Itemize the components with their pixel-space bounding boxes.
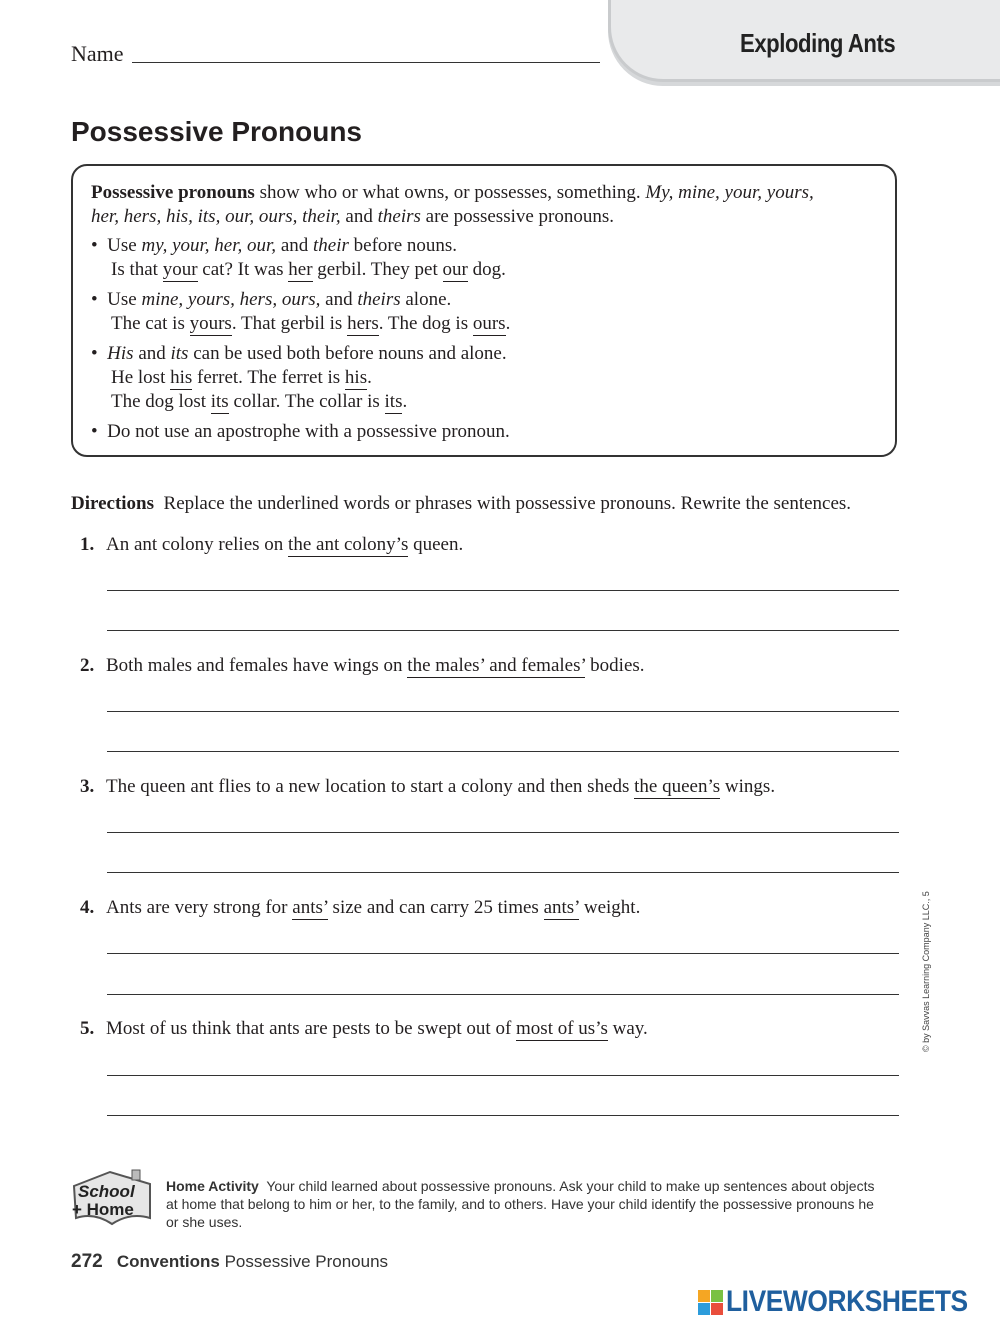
answer-3-line-2[interactable] — [107, 852, 899, 873]
copyright: © by Savvas Learning Company LLC., 5 — [921, 891, 931, 1052]
example-pronoun: her — [288, 259, 313, 280]
t: and — [320, 289, 358, 310]
rule-intro — [91, 181, 881, 229]
example-pronoun: your — [162, 259, 198, 280]
t: their — [313, 235, 349, 256]
example-pronoun: our — [442, 259, 468, 280]
underlined-phrase: most of us’s — [516, 1018, 608, 1039]
t: gerbil. They pet — [312, 259, 443, 280]
q-num: 1. — [80, 534, 95, 555]
answer-3-line-1[interactable] — [107, 812, 899, 833]
t: . The dog is — [378, 313, 473, 334]
rule-bullet-3: • His and its can be used both before nouns and alone. He lost his ferret. The ferret is his. The dog lost its collar. The collar is its. — [91, 343, 507, 412]
t: . — [505, 313, 511, 334]
t: . That gerbil is — [231, 313, 348, 334]
t: cat? It was — [197, 259, 289, 280]
rule-bullet-4: • Do not use an apostrophe with a possessive pronoun. — [91, 421, 510, 442]
t: size and can carry 25 times — [327, 897, 544, 918]
rule-bullet-1: • Use my, your, her, our, and their before nouns. Is that your cat? It was her gerbil. They pet our dog. — [91, 235, 506, 280]
t: Most of us think that ants are pests to be swept out of — [106, 1018, 517, 1039]
example-pronoun: ours — [472, 313, 506, 334]
t: can be used both before nouns and alone. — [188, 343, 507, 364]
answer-5-line-1[interactable] — [107, 1055, 899, 1076]
t: The dog lost — [111, 391, 211, 412]
t: The cat is — [111, 313, 190, 334]
answer-1-line-1[interactable] — [107, 570, 899, 591]
story-title: Exploding Ants — [740, 28, 896, 58]
t: ferret. The ferret is — [192, 367, 345, 388]
t: and — [133, 343, 171, 364]
page-title: Possessive Pronouns — [71, 116, 363, 147]
t: and — [340, 206, 378, 227]
t: Use — [107, 289, 142, 310]
question-2 — [80, 655, 645, 677]
name-label: Name — [71, 41, 124, 66]
answer-2-line-2[interactable] — [107, 731, 899, 752]
rule-bullet-2: • Use mine, yours, hers, ours, and theirs alone. The cat is yours. That gerbil is hers. The dog is ours. — [91, 289, 511, 334]
page-footer — [71, 1251, 388, 1273]
t: mine, yours, hers, ours, — [141, 289, 321, 310]
logo-text-bottom: + Home — [72, 1200, 134, 1219]
underlined-phrase: ants’ — [543, 897, 580, 918]
t: before nouns. — [348, 235, 458, 256]
brand-text: LIVEWORKSHEETS — [726, 1285, 968, 1318]
t: way. — [607, 1018, 648, 1039]
intro-term: Possessive pronouns — [91, 182, 255, 203]
t: His — [107, 343, 134, 364]
t: He lost — [111, 367, 171, 388]
t: . — [402, 391, 408, 412]
t: dog. — [467, 259, 506, 280]
q-num: 3. — [80, 776, 95, 797]
name-input[interactable] — [132, 40, 600, 63]
t: its — [170, 343, 189, 364]
intro-examples: My, mine, your, yours, — [645, 182, 814, 203]
answer-1-line-2[interactable] — [107, 610, 899, 631]
q-num: 2. — [80, 655, 95, 676]
t: An ant colony relies on — [106, 534, 289, 555]
t: my, your, her, our, — [141, 235, 277, 256]
question-4 — [80, 897, 640, 919]
footer-section: Conventions — [116, 1252, 220, 1271]
school-home-logo — [70, 1168, 156, 1232]
home-activity-label: Home Activity — [166, 1178, 259, 1194]
page-number: 272 — [71, 1251, 103, 1272]
t: alone. — [400, 289, 452, 310]
answer-5-line-2[interactable] — [107, 1095, 899, 1116]
t: weight. — [579, 897, 641, 918]
question-5 — [80, 1018, 648, 1040]
example-pronoun: hers — [347, 313, 379, 334]
q-num: 5. — [80, 1018, 95, 1039]
question-3 — [80, 776, 775, 798]
underlined-phrase: the males’ and females’ — [407, 655, 586, 676]
directions — [71, 493, 851, 515]
underlined-phrase: the ant colony’s — [288, 534, 409, 555]
t: Both males and females have wings on — [106, 655, 408, 676]
answer-4-line-1[interactable] — [107, 933, 899, 954]
t: and — [276, 235, 313, 256]
example-pronoun: his — [170, 367, 193, 388]
answer-4-line-2[interactable] — [107, 974, 899, 995]
t: . — [367, 367, 372, 388]
example-pronoun: its — [210, 391, 229, 412]
t: queen. — [408, 534, 464, 555]
t: wings. — [720, 776, 776, 797]
intro-examples-2: her, hers, his, its, our, ours, their, — [91, 206, 341, 227]
t: bodies. — [585, 655, 645, 676]
directions-text: Replace the underlined words or phrases with possessive pronouns. Rewrite the sentences. — [163, 493, 852, 514]
answer-2-line-1[interactable] — [107, 691, 899, 712]
intro-text: show who or what owns, or possesses, something. — [254, 182, 646, 203]
t: Is that — [111, 259, 163, 280]
home-activity — [166, 1177, 876, 1231]
example-pronoun: his — [344, 367, 368, 388]
live-grid-icon — [698, 1290, 723, 1315]
footer-topic: Possessive Pronouns — [224, 1252, 389, 1271]
t: collar. The collar is — [228, 391, 385, 412]
t: The queen ant flies to a new location to start a colony and then sheds — [106, 776, 635, 797]
directions-label: Directions — [71, 493, 155, 514]
t: are possessive pronouns. — [420, 206, 615, 227]
t: Ants are very strong for — [106, 897, 293, 918]
underlined-phrase: ants’ — [292, 897, 328, 918]
t: theirs — [377, 206, 421, 227]
t: Do not use an apostrophe with a possessive pronoun. — [107, 421, 510, 442]
question-1 — [80, 534, 463, 556]
logo-text-top: School — [78, 1182, 135, 1201]
t: Use — [107, 235, 142, 256]
q-num: 4. — [80, 897, 95, 918]
home-activity-text: Your child learned about possessive pronouns. Ask your child to make up sentences about objects at home that belong to him or her, to the family, and to others. Have your child identify the possessive pronouns he or she uses. — [166, 1178, 875, 1230]
underlined-phrase: the queen’s — [634, 776, 721, 797]
t: theirs — [357, 289, 401, 310]
example-pronoun: its — [384, 391, 403, 412]
liveworksheets-logo — [698, 1285, 1000, 1319]
example-pronoun: yours — [189, 313, 232, 334]
